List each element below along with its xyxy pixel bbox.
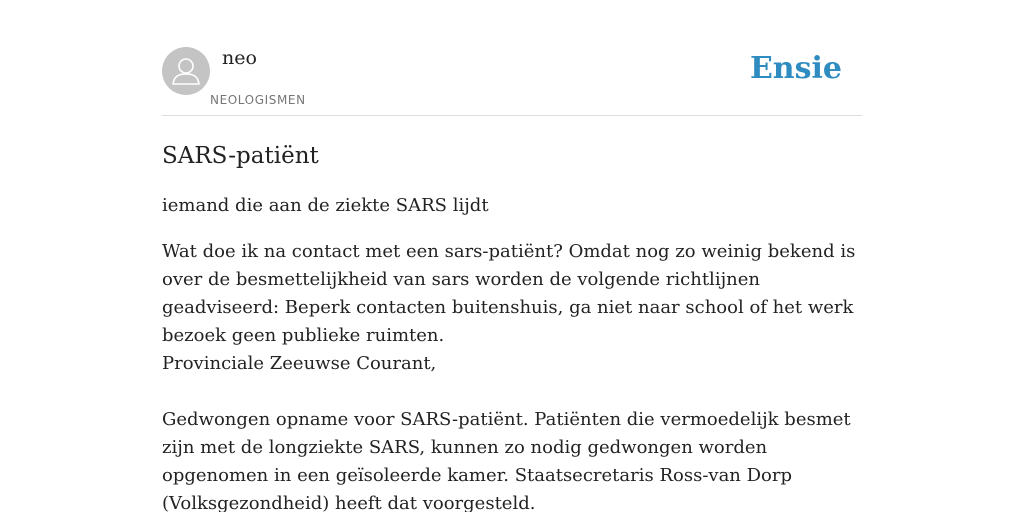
example-spacer — [162, 378, 862, 406]
avatar[interactable] — [162, 47, 210, 95]
site-logo[interactable]: Ensie — [749, 51, 842, 86]
entry-title: SARS-patiënt — [162, 143, 319, 169]
entry-examples — [162, 238, 862, 512]
header — [162, 0, 862, 116]
entry-definition: iemand die aan de ziekte SARS lijdt — [162, 195, 489, 216]
example-text: Wat doe ik na contact met een sars-patiënt? Omdat nog zo weinig bekend is over de besmettelijkheid van sars worden de volgende richtlijnen geadviseerd: Beperk contacten buitenshuis, ga niet naar school of het werk bezoek geen publieke ruimten. — [162, 241, 856, 346]
example-text: Gedwongen opname voor SARS-patiënt. Patiënten die vermoedelijk besmet zijn met de longziekte SARS, kunnen zo nodig gedwongen worden opgenomen in een geïsoleerde kamer. Staatsecretaris Ross-van Dorp (Volksgezondheid) heeft dat voorgesteld. — [162, 409, 851, 512]
page — [162, 0, 862, 512]
section-label[interactable]: NEOLOGISMEN — [210, 93, 306, 107]
user-placeholder-icon — [162, 47, 210, 95]
example-source: Provinciale Zeeuwse Courant, — [162, 353, 437, 374]
username-link[interactable]: neo — [222, 47, 257, 69]
